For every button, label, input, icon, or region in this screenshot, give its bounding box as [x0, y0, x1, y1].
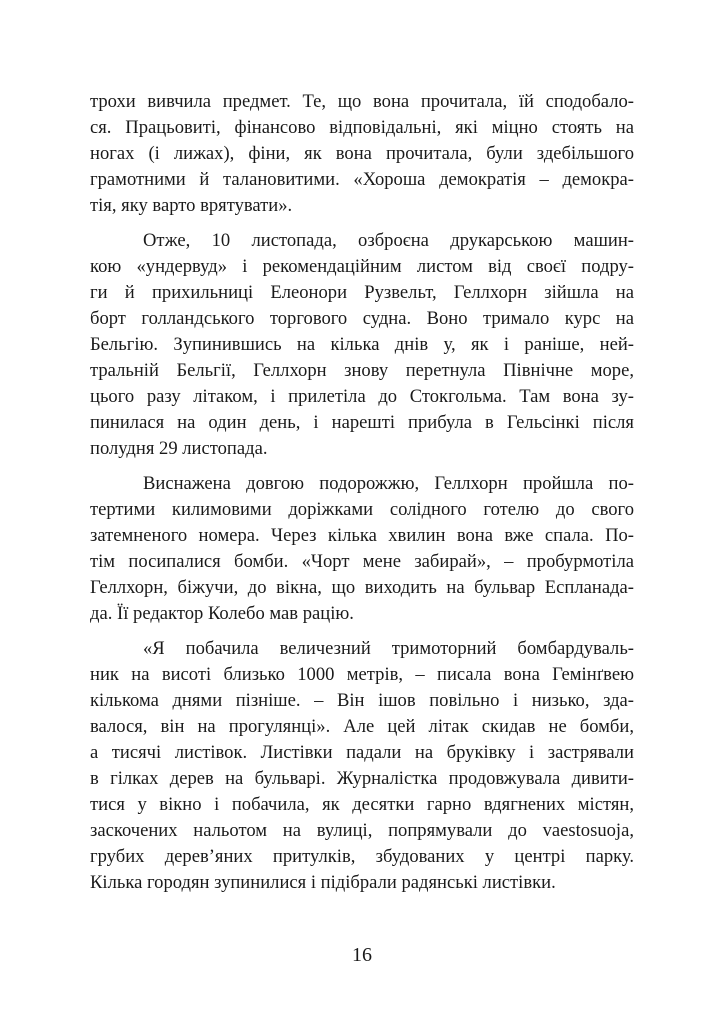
- text-line: трохи вивчила предмет. Те, що вона прочитала, їй сподобало-: [90, 91, 634, 112]
- text-line: Виснажена довгою подорожжю, Геллхорн пройшла по-: [143, 473, 634, 494]
- paragraph: [90, 636, 634, 896]
- text-line: ник на висоті близько 1000 метрів, – писала вона Гемінґвею: [90, 664, 634, 685]
- text-line: «Я побачила величезний тримоторний бомбардуваль-: [143, 638, 634, 659]
- text-line: кою «ундервуд» і рекомендаційним листом від своєї подру-: [90, 256, 634, 277]
- text-line: тія, яку варто врятувати».: [90, 195, 293, 216]
- text-line: затемненого номера. Через кілька хвилин вона вже спала. По-: [90, 525, 634, 546]
- text-line: Геллхорн, біжучи, до вікна, що виходить на бульвар Еспланада-: [90, 577, 634, 598]
- text-line: заскочених нальотом на вулиці, попрямували до vaestosuoja,: [90, 820, 634, 841]
- paragraph: [90, 228, 634, 462]
- paragraph-gap: [90, 462, 634, 471]
- text-line: ги й прихильниці Елеонори Рузвельт, Геллхорн зійшла на: [90, 282, 634, 303]
- text-line: тральній Бельгії, Геллхорн знову перетнула Північне море,: [90, 360, 634, 381]
- paragraph-gap: [90, 219, 634, 228]
- text-line: ся. Працьовиті, фінансово відповідальні, які міцно стоять на: [90, 117, 634, 138]
- text-line: полудня 29 листопада.: [90, 438, 268, 459]
- text-line: тертими килимовими доріжками солідного готелю до свого: [90, 499, 634, 520]
- text-line: грубих дерев’яних притулків, збудованих у центрі парку.: [90, 846, 634, 867]
- text-line: Бельгію. Зупинившись на кілька днів у, як і раніше, ней-: [90, 334, 634, 355]
- text-line: тися у вікно і побачила, як десятки гарно вдягнених містян,: [90, 794, 634, 815]
- text-line: цього разу літаком, і прилетіла до Стокгольма. Там вона зу-: [90, 386, 634, 407]
- body-text: [90, 89, 634, 896]
- page-number: 16: [352, 944, 372, 966]
- text-line: пинилася на один день, і нарешті прибула в Гельсінкі після: [90, 412, 634, 433]
- text-line: кількома днями пізніше. – Він ішов повільно і низько, зда-: [90, 690, 634, 711]
- text-line: да. Її редактор Колебо мав рацію.: [90, 603, 354, 624]
- text-line: Кілька городян зупинилися і підібрали радянські листівки.: [90, 872, 556, 893]
- paragraph: [90, 89, 634, 219]
- paragraph-gap: [90, 627, 634, 636]
- paragraph: [90, 471, 634, 627]
- text-line: в гілках дерев на бульварі. Журналістка продовжувала дивити-: [90, 768, 634, 789]
- text-line: ногах (і лижах), фіни, як вона прочитала, були здебільшого: [90, 143, 634, 164]
- text-line: тім посипалися бомби. «Чорт мене забирай», – пробурмотіла: [90, 551, 634, 572]
- text-line: Отже, 10 листопада, озброєна друкарською машин-: [143, 230, 634, 251]
- text-line: валося, він на прогулянці». Але цей літак скидав не бомби,: [90, 716, 634, 737]
- text-line: грамотними й талановитими. «Хороша демократія – демокра-: [90, 169, 634, 190]
- text-line: борт голландського торгового судна. Воно тримало курс на: [90, 308, 634, 329]
- text-line: а тисячі листівок. Листівки падали на бруківку і застрявали: [90, 742, 634, 763]
